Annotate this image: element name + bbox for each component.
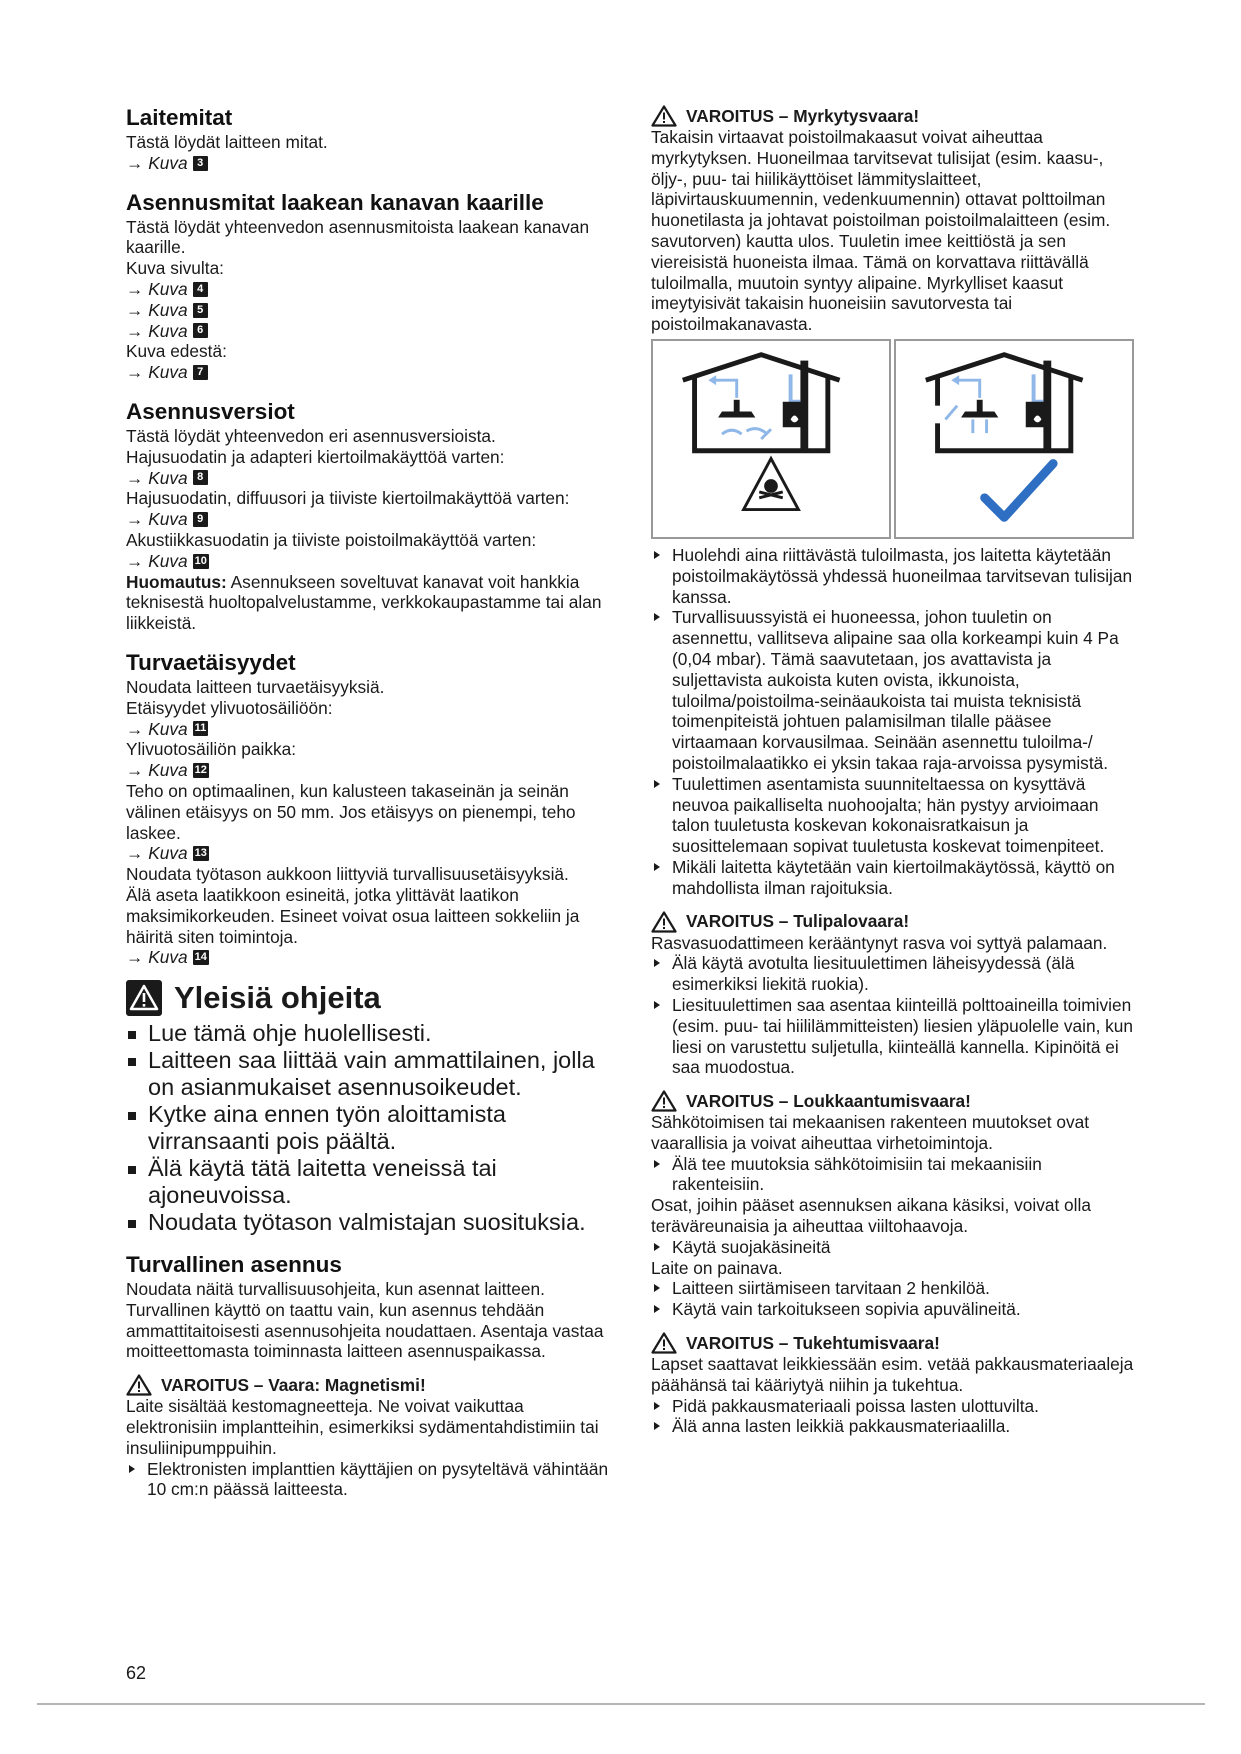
injury-warning-text-2: Osat, joihin pääset asennuksen aikana käsiksi, voivat olla teräväreunaisia ja aiheuttaa viiltohaavoja. [651, 1195, 1091, 1237]
injury-bullets-2 [651, 1237, 1136, 1258]
figure-ref-4[interactable]: → Kuva 4 [126, 279, 616, 300]
figure-ref-14[interactable]: → Kuva 14 [126, 947, 207, 968]
figure-number-badge: 13 [194, 847, 207, 860]
figure-ref-13[interactable]: → Kuva 13 [126, 843, 207, 864]
list-item: Tuulettimen asentamista suunniteltaessa on kysyttävä neuvoa paikalliselta nuohoojalta; hän pystyy arvioimaan talon tuuletusta koskevan kokonaisratkaisun ja suosittelemaan sopivat tuuletusta koskevat toimenpiteet. [651, 774, 1136, 857]
fire-warning-text: Rasvasuodattimeen kerääntynyt rasva voi syttyä palamaan. [651, 932, 1108, 953]
warning-heading-magnetism: VAROITUS – Vaara: Magnetismi! [126, 1374, 616, 1396]
warning-heading-suffocation: VAROITUS – Tukehtumisvaara! [651, 1332, 1136, 1354]
figure-ref-10[interactable]: → Kuva 10 [126, 550, 207, 571]
figure-ref-3[interactable]: → Kuva 3 [126, 153, 616, 174]
warning-triangle-icon [651, 911, 677, 933]
list-item: Älä anna lasten leikkiä pakkausmateriaalilla. [651, 1416, 1136, 1437]
general-instructions-heading [126, 980, 616, 1016]
ventilation-illustration [651, 339, 1136, 539]
figure-ref-11[interactable]: → Kuva 11 [126, 718, 207, 739]
front-view-label: Kuva edestä: [126, 341, 227, 362]
section-title-turvaetaisyydet: Turvaetäisyydet [126, 649, 296, 675]
figure-ref-7[interactable]: → Kuva 7 [126, 362, 616, 383]
general-instructions-title: Yleisiä ohjeita [174, 980, 381, 1016]
section-title-asennusmitat: Asennusmitat laakean kanavan kaarille [126, 189, 544, 215]
figure-number-badge: 3 [193, 156, 208, 171]
list-item: Liesituulettimen saa asentaa kiinteillä polttoaineilla toimivien (esim. puu- tai hiililämmitteisten) liesien yläpuolelle vain, kun liesi on varustettu suljetulla, kiinteällä kannella. Kipinöitä ei saa muodostua. [651, 995, 1136, 1078]
warning-heading-injury: VAROITUS – Loukkaantumisvaara! [651, 1090, 1136, 1112]
note-paragraph [126, 572, 616, 634]
list-item: Kytke aina ennen työn aloittamista virransaanti pois päältä. [126, 1101, 616, 1155]
asennusmitat-text: Tästä löydät yhteenvedon asennusmitoista laakean kanavan kaarille. [126, 216, 590, 258]
section-title-laitemitat: Laitemitat [126, 105, 233, 130]
figure-number-badge: 6 [193, 323, 208, 338]
warning-triangle-icon [651, 105, 677, 127]
list-item: Älä tee muutoksia sähkötoimisiin tai mekaanisiin rakenteisiin. [651, 1154, 1136, 1196]
list-item: Turvallisuussyistä ei huoneessa, johon tuuletin on asennettu, vallitseva alipaine saa olla korkeampi kuin 4 Pa (0,04 mbar). Tämä saavutetaan, jos avattavista ja suljettavista aukoista kuten ovista, ikkunoista, tuloilma/poistoilma-seinäaukoista tai muista teknisistä toimenpiteistä johtuen palamisilman tilalle pääsee virtaamaan korvausilmaa. Seinään asennettu tuloilma-/ poistoilmalaatikko ei yksin takaa raja-arvoissa pysymistä. [651, 607, 1136, 773]
arrow-right-icon: → [126, 843, 144, 864]
version-item-3: Akustiikkasuodatin ja tiiviste poistoilmakäyttöä varten: [126, 529, 537, 550]
list-item: Laitteen siirtämiseen tarvitaan 2 henkilöä. [651, 1278, 1136, 1299]
warning-heading-poisoning: VAROITUS – Myrkytysvaara! [651, 105, 1136, 127]
figure-ref-9[interactable]: → Kuva 9 [126, 509, 616, 530]
magnetism-bullets [126, 1459, 616, 1501]
magnetism-warning-text: Laite sisältää kestomagneetteja. Ne voivat vaikuttaa elektronisiin implantteihin, esimerkiksi sydämentahdistimiin tai insuliinipumppuihin. [126, 1396, 599, 1458]
figure-number-badge: 7 [193, 365, 208, 380]
arrow-right-icon: → [126, 718, 144, 739]
list-item: Elektronisten implanttien käyttäjien on pysyteltävä vähintään 10 cm:n päässä laitteesta. [126, 1459, 616, 1501]
arrow-right-icon: → [126, 947, 144, 968]
footer-divider [37, 1703, 1205, 1705]
turvaetaisyydet-text-3: Ylivuotosäiliön paikka: [126, 739, 297, 760]
injury-bullets-3 [651, 1278, 1136, 1320]
figure-number-badge: 14 [194, 951, 207, 964]
figure-ref-5[interactable]: → Kuva 5 [126, 300, 616, 321]
list-item: Älä käytä avotulta liesituulettimen läheisyydessä (älä esimerkiksi liekitä ruokia). [651, 953, 1136, 995]
arrow-right-icon: → [126, 550, 144, 571]
warning-triangle-icon [651, 1332, 677, 1354]
figure-number-badge: 11 [194, 722, 207, 735]
list-item: Pidä pakkausmateriaali poissa lasten ulottuvilta. [651, 1396, 1136, 1417]
arrow-right-icon: → [126, 320, 144, 341]
turvallinen-text-1: Noudata näitä turvallisuusohjeita, kun asennat laitteen. [126, 1279, 545, 1300]
arrow-right-icon: → [126, 278, 144, 299]
general-instructions-list [126, 1020, 616, 1236]
list-item: Huolehdi aina riittävästä tuloilmasta, jos laitetta käytetään poistoilmakäytössä yhdessä huoneilmaa tarvitsevan tulisijan kanssa. [651, 545, 1136, 607]
warning-triangle-icon [651, 1090, 677, 1112]
list-item: Käytä vain tarkoitukseen sopivia apuvälineitä. [651, 1299, 1136, 1320]
list-item: Mikäli laitetta käytetään vain kiertoilmakäytössä, käyttö on mahdollista ilman rajoituksia. [651, 857, 1136, 899]
injury-warning-text-3: Laite on painava. [651, 1257, 783, 1278]
asennusversiot-text: Tästä löydät yhteenvedon eri asennusversioista. [126, 425, 496, 446]
right-column [651, 105, 1136, 1437]
arrow-right-icon: → [126, 362, 144, 383]
figure-number-badge: 12 [194, 764, 207, 777]
figure-number-badge: 8 [193, 470, 208, 485]
arrow-right-icon: → [126, 760, 144, 781]
arrow-right-icon: → [126, 152, 144, 173]
note-label: Huomautus: [126, 571, 227, 592]
list-item: Noudata työtason valmistajan suosituksia. [126, 1209, 616, 1236]
version-item-1: Hajusuodatin ja adapteri kiertoilmakäyttöä varten: [126, 446, 505, 467]
version-item-2: Hajusuodatin, diffuusori ja tiiviste kiertoilmakäyttöä varten: [126, 488, 570, 509]
section-title-turvallinen-asennus: Turvallinen asennus [126, 1252, 342, 1278]
turvallinen-text-2: Turvallinen käyttö on taattu vain, kun asennus tehdään ammattitaitoisesti asennusohjeita noudattaen. Asentaja vastaa moitteettomasta toiminnasta laitteen asennuspaikassa. [126, 1299, 604, 1362]
list-item: Käytä suojakäsineitä [651, 1237, 1136, 1258]
poisoning-bullets [651, 545, 1136, 899]
suffocation-warning-text: Lapset saattavat leikkiessään esim. vetää pakkausmateriaaleja päähänsä tai kääriytyä niihin ja tukehtua. [651, 1354, 1134, 1395]
side-view-label: Kuva sivulta: [126, 258, 224, 279]
list-item: Laitteen saa liittää vain ammattilainen, jolla on asianmukaiset asennusoikeudet. [126, 1047, 616, 1101]
turvaetaisyydet-text-6: Älä aseta laatikkoon esineitä, jotka ylittävät laatikon maksimikorkeuden. Esineet voivat osua laitteen sokkeliin ja häiritä siten toimintoja. [126, 884, 580, 947]
list-item: Lue tämä ohje huolellisesti. [126, 1020, 616, 1047]
figure-number-badge: 4 [193, 282, 208, 297]
note-text: Asennukseen soveltuvat kanavat voit hankkia teknisestä huoltopalvelustamme, verkkokaupastamme tai alan liikkeistä. [126, 571, 602, 634]
house-danger-illustration [651, 339, 891, 539]
warning-heading-fire: VAROITUS – Tulipalovaara! [651, 911, 1136, 933]
warning-triangle-icon [126, 1374, 152, 1396]
arrow-right-icon: → [126, 299, 144, 320]
figure-number-badge: 10 [194, 554, 207, 567]
figure-number-badge: 9 [193, 512, 208, 527]
injury-warning-text-1: Sähkötoimisen tai mekaanisen rakenteen muutokset ovat vaarallisia ja voivat aiheuttaa virhetoimintoja. [651, 1112, 1090, 1153]
laitemitat-text: Tästä löydät laitteen mitat. [126, 132, 328, 152]
poisoning-warning-text: Takaisin virtaavat poistoilmakaasut voivat aiheuttaa myrkytyksen. Huoneilmaa tarvitsevat tulisijat (esim. kaasu-, öljy-, puu- tai hiilikäyttöiset lämmityslaitteet, läpivirtauskuumennin, vedenkuumennin) ottavat polttoilman huonetilasta ja johtavat poistoilman poistoilmalaitteen (esim. savutorven) kautta ulos. Tuuletin imee keittiöstä ja sen viereisistä huoneista ilmaa. Tämä on korvattava riittävällä tuloilmalla, muutoin syntyy alipaine. Myrkylliset kaasut imeytyisivät takaisin huoneisiin savutorvesta tai poistoilmakanavasta. [651, 127, 1111, 335]
turvaetaisyydet-text-5: Noudata työtason aukkoon liittyviä turvallisuusetäisyyksiä. [126, 864, 569, 885]
figure-ref-12[interactable]: → Kuva 12 [126, 760, 207, 781]
figure-number-badge: 5 [193, 303, 208, 318]
figure-ref-6[interactable]: → Kuva 6 [126, 321, 616, 342]
page-number: 62 [126, 1663, 147, 1683]
turvaetaisyydet-text-4: Teho on optimaalinen, kun kalusteen takaseinän ja seinän välinen etäisyys on 50 mm. Jos etäisyys on pienempi, teho laskee. [126, 780, 576, 843]
arrow-right-icon: → [126, 509, 144, 530]
arrow-right-icon: → [126, 467, 144, 488]
injury-bullets-1 [651, 1154, 1136, 1196]
turvaetaisyydet-text-1: Noudata laitteen turvaetäisyyksiä. [126, 676, 385, 697]
suffocation-bullets [651, 1396, 1136, 1438]
list-item: Älä käytä tätä laitetta veneissä tai ajoneuvoissa. [126, 1155, 616, 1209]
warning-box-icon [126, 980, 162, 1016]
left-column [126, 105, 616, 1500]
figure-ref-8[interactable]: → Kuva 8 [126, 468, 616, 489]
section-title-asennusversiot: Asennusversiot [126, 398, 295, 424]
fire-bullets [651, 953, 1136, 1078]
turvaetaisyydet-text-2: Etäisyydet ylivuotosäiliöön: [126, 697, 333, 718]
house-ok-illustration [894, 339, 1134, 539]
